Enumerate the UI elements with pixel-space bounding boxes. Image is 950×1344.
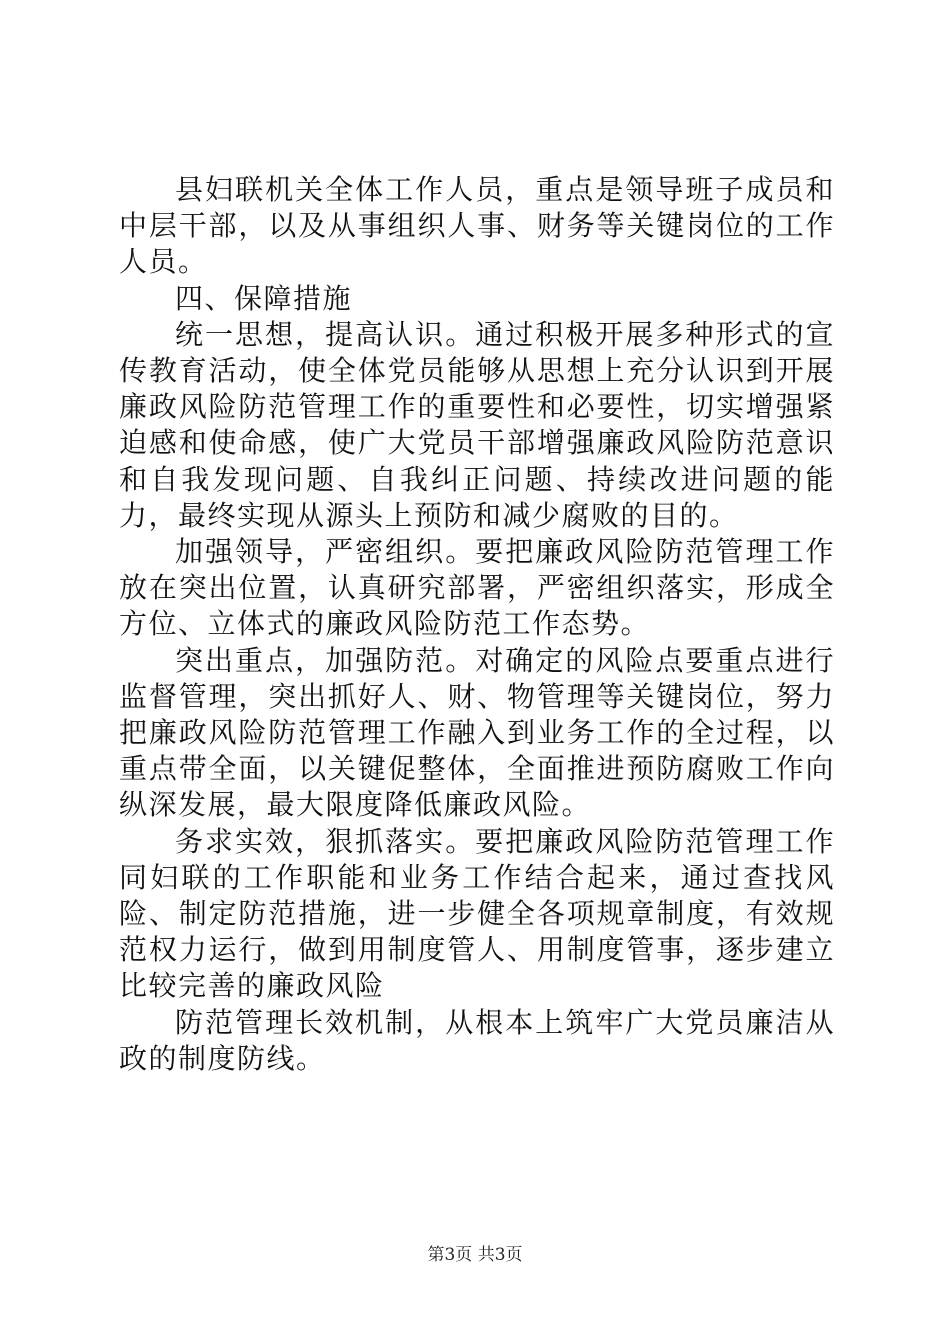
paragraph-strengthen-leadership: 加强领导，严密组织。要把廉政风险防范管理工作放在突出位置，认真研究部署，严密组织落实，形成全方位、立体式的廉政风险防范工作态势。	[119, 535, 835, 641]
paragraph-long-term-mechanism: 防范管理长效机制，从根本上筑牢广大党员廉洁从政的制度防线。	[119, 1005, 835, 1075]
document-body	[119, 172, 835, 1077]
paragraph-unify-thinking: 统一思想，提高认识。通过积极开展多种形式的宣传教育活动，使全体党员能够从思想上充分认识到开展廉政风险防范管理工作的重要性和必要性，切实增强紧迫感和使命感，使广大党员干部增强廉政风险防范意识和自我发现问题、自我纠正问题、持续改进问题的能力，最终实现从源头上预防和减少腐败的目的。	[119, 317, 835, 532]
paragraph-highlight-priorities: 突出重点，加强防范。对确定的风险点要重点进行监督管理，突出抓好人、财、物管理等关键岗位，努力把廉政风险防范管理工作融入到业务工作的全过程，以重点带全面，以关键促整体，全面推进预防腐败工作向纵深发展，最大限度降低廉政风险。	[119, 643, 835, 822]
paragraph-practical-results: 务求实效，狠抓落实。要把廉政风险防范管理工作同妇联的工作职能和业务工作结合起来，通过查找风险、制定防范措施，进一步健全各项规章制度，有效规范权力运行，做到用制度管人、用制度管事，逐步建立比较完善的廉政风险	[119, 824, 835, 1003]
section-heading-safeguards: 四、保障措施	[175, 281, 353, 315]
page-footer: 第3页 共3页	[427, 1245, 523, 1265]
paragraph-scope: 县妇联机关全体工作人员，重点是领导班子成员和中层干部，以及从事组织人事、财务等关键岗位的工作人员。	[119, 173, 835, 279]
